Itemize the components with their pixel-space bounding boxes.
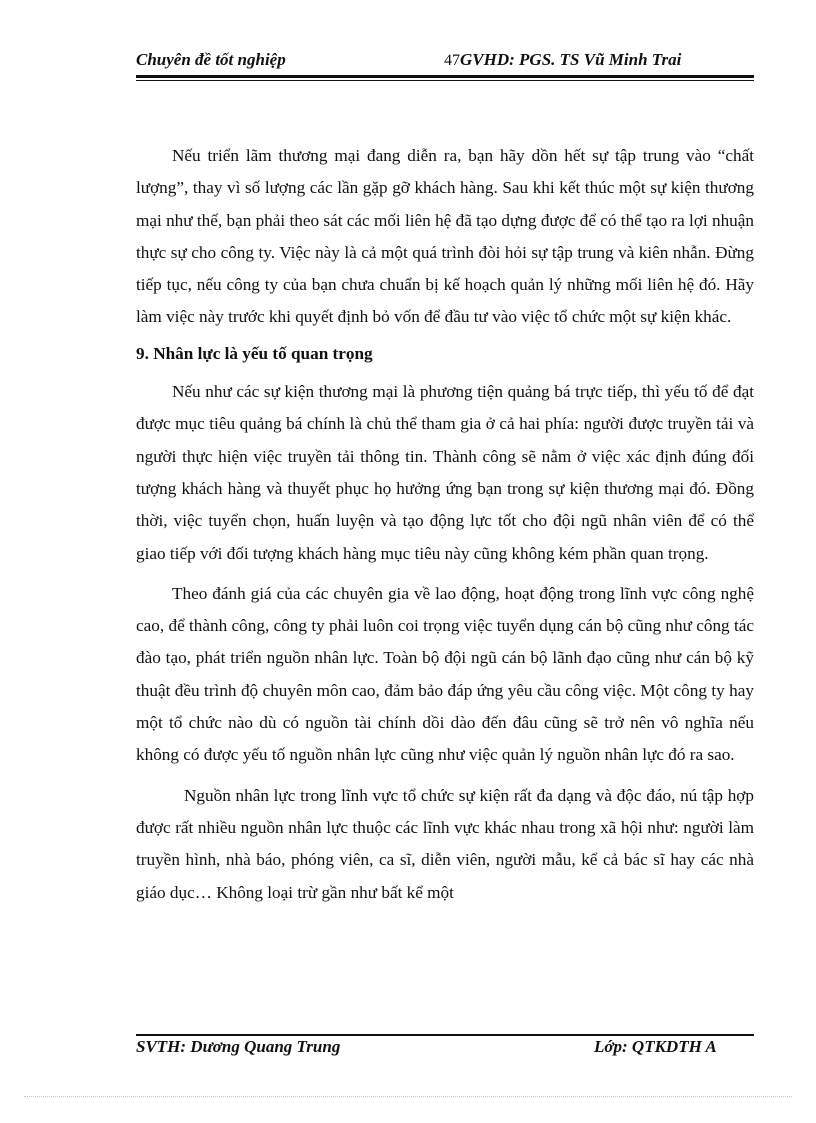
paragraph-1: Nếu triển lãm thương mại đang diễn ra, bạn hãy dồn hết sự tập trung vào “chất lượng”, thay vì số lượng các lần gặp gỡ khách hàng. Sau khi kết thúc một sự kiện thương mại như thế, bạn phải theo sát các mối liên hệ đã tạo dựng được để có thể tạo ra lợi nhuận thực sự cho công ty. Việc này là cả một quá trình đòi hỏi sự tập trung và kiên nhẫn. Đừng tiếp tục, nếu công ty của bạn chưa chuẩn bị kế hoạch quản lý những mối liên hệ đó. Hãy làm việc này trước khi quyết định bỏ vốn để đầu tư vào việc tổ chức một sự kiện khác. [136, 146, 754, 327]
header-advisor [444, 50, 681, 70]
header-rule-thick [136, 75, 754, 78]
paragraph-3: Theo đánh giá của các chuyên gia về lao động, hoạt động trong lĩnh vực công nghệ cao, để thành công, công ty phải luôn coi trọng việc tuyển dụng cán bộ cũng như công tác đào tạo, phát triển nguồn nhân lực. Toàn bộ đội ngũ cán bộ lãnh đạo cũng như cán bộ kỹ thuật đều trình độ chuyên môn cao, đảm bảo đáp ứng yêu cầu công việc. Một công ty hay một tổ chức nào dù có nguồn tài chính dồi dào đến đâu cũng sẽ trở nên vô nghĩa nếu không có được yếu tố nguồn nhân lực cũng như việc quản lý nguồn nhân lực đó ra sao. [136, 583, 754, 765]
section-heading: 9. Nhân lực là yếu tố quan trọng [136, 343, 373, 363]
paragraph-4: Nguồn nhân lực trong lĩnh vực tổ chức sự kiện rất đa dạng và độc đáo, nú tập hợp được rất nhiều nguồn nhân lực thuộc các lĩnh vực khác nhau trong xã hội như: người làm truyền hình, nhà báo, phóng viên, ca sĩ, diễn viên, người mẫu, kể cả bác sĩ hay các nhà giáo dục… Không loại trừ gần như bất kể một [136, 785, 754, 902]
header-thesis-title: Chuyên đề tốt nghiệp [136, 50, 286, 69]
page-header [136, 48, 754, 72]
footer-rule [136, 1034, 754, 1036]
page-bottom-divider [24, 1096, 792, 1097]
footer-student: SVTH: Dương Quang Trung [136, 1037, 341, 1056]
footer-class: Lớp: QTKDTH A [594, 1037, 717, 1056]
paragraph-2: Nếu như các sự kiện thương mại là phương tiện quảng bá trực tiếp, thì yếu tố để đạt được mục tiêu quảng bá chính là chủ thể tham gia ở cả hai phía: người được truyền tải và người thực hiện việc truyền tải thông tin. Thành công sẽ nằm ở việc xác định đúng đối tượng khách hàng và thuyết phục họ hưởng ứng bạn trong sự kiện thương mại đó. Đồng thời, việc tuyển chọn, huấn luyện và tạo động lực tốt cho đội ngũ nhân viên để có thể giao tiếp với đối tượng khách hàng mục tiêu này cũng không kém phần quan trọng. [136, 382, 754, 563]
header-rule-thin [136, 80, 754, 81]
header-advisor-name: GVHD: PGS. TS Vũ Minh Trai [460, 50, 682, 69]
page-number: 47 [444, 52, 460, 69]
page-body [136, 140, 754, 909]
